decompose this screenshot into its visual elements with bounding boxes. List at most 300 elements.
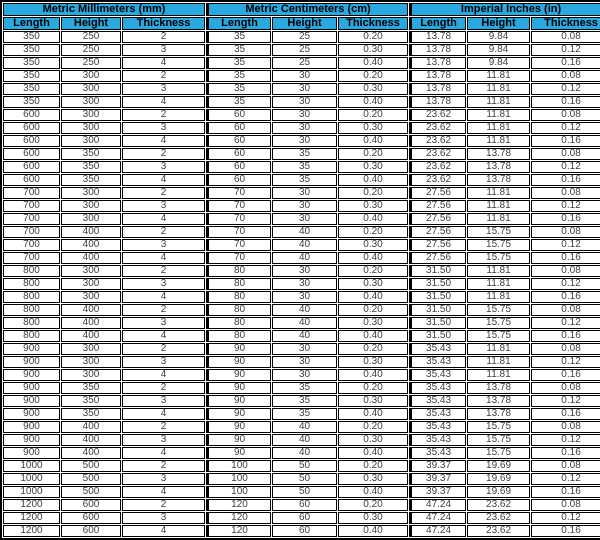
cell: 25: [272, 44, 337, 56]
cell: 13.78: [467, 382, 530, 394]
cell: 3: [122, 395, 205, 407]
cell: 0.16: [531, 252, 600, 264]
cell: 40: [272, 330, 337, 342]
cell: 350: [3, 57, 60, 69]
cell: 0.08: [531, 187, 600, 199]
cell: 0.20: [338, 382, 408, 394]
cell: 700: [3, 187, 60, 199]
cell: 400: [61, 226, 121, 238]
cell: 2: [122, 187, 205, 199]
cell: 60: [206, 161, 271, 173]
cell: 0.16: [531, 486, 600, 498]
cell: 47.24: [409, 499, 466, 511]
cell: 27.56: [409, 187, 466, 199]
cell: 0.08: [531, 70, 600, 82]
cell: 0.12: [531, 200, 600, 212]
cell: 40: [272, 434, 337, 446]
cell: 90: [206, 408, 271, 420]
table-row: [3, 486, 600, 498]
cell: 0.08: [531, 382, 600, 394]
cell: 0.30: [338, 473, 408, 485]
cell: 2: [122, 109, 205, 121]
cell: 0.40: [338, 96, 408, 108]
cell: 19.69: [467, 473, 530, 485]
group-header-metric-mm: Metric Millimeters (mm): [3, 3, 205, 16]
cell: 0.08: [531, 265, 600, 277]
cell: 2: [122, 460, 205, 472]
cell: 350: [3, 96, 60, 108]
cell: 3: [122, 200, 205, 212]
cell: 0.40: [338, 408, 408, 420]
cell: 0.40: [338, 525, 408, 537]
cell: 300: [61, 265, 121, 277]
cell: 120: [206, 499, 271, 511]
cell: 800: [3, 265, 60, 277]
cell: 0.12: [531, 395, 600, 407]
cell: 11.81: [467, 213, 530, 225]
cell: 13.78: [467, 148, 530, 160]
cell: 3: [122, 278, 205, 290]
col-header-mm-thickness: Thickness: [122, 17, 205, 30]
cell: 0.16: [531, 174, 600, 186]
cell: 60: [206, 174, 271, 186]
table-row: [3, 317, 600, 329]
cell: 0.08: [531, 109, 600, 121]
cell: 0.40: [338, 330, 408, 342]
table-row: [3, 291, 600, 303]
table-row: [3, 187, 600, 199]
cell: 900: [3, 356, 60, 368]
cell: 0.40: [338, 174, 408, 186]
cell: 31.50: [409, 330, 466, 342]
table-row: [3, 200, 600, 212]
table-row: [3, 83, 600, 95]
table-body: [3, 31, 600, 537]
cell: 600: [3, 161, 60, 173]
table-row: [3, 265, 600, 277]
cell: 27.56: [409, 213, 466, 225]
cell: 30: [272, 369, 337, 381]
cell: 100: [206, 460, 271, 472]
cell: 35: [272, 408, 337, 420]
cell: 35: [206, 31, 271, 43]
cell: 31.50: [409, 304, 466, 316]
cell: 30: [272, 356, 337, 368]
cell: 400: [61, 330, 121, 342]
col-header-cm-thickness: Thickness: [338, 17, 408, 30]
cell: 90: [206, 369, 271, 381]
cell: 15.75: [467, 304, 530, 316]
cell: 700: [3, 226, 60, 238]
cell: 2: [122, 70, 205, 82]
cell: 900: [3, 447, 60, 459]
cell: 40: [272, 421, 337, 433]
cell: 50: [272, 460, 337, 472]
cell: 60: [206, 109, 271, 121]
cell: 11.81: [467, 200, 530, 212]
cell: 800: [3, 278, 60, 290]
cell: 0.20: [338, 304, 408, 316]
cell: 0.12: [531, 512, 600, 524]
cell: 1200: [3, 499, 60, 511]
cell: 0.08: [531, 31, 600, 43]
cell: 0.40: [338, 57, 408, 69]
col-header-in-thickness: Thickness: [531, 17, 600, 30]
cell: 0.20: [338, 70, 408, 82]
cell: 0.30: [338, 278, 408, 290]
cell: 0.20: [338, 226, 408, 238]
cell: 30: [272, 291, 337, 303]
cell: 400: [61, 304, 121, 316]
cell: 15.75: [467, 447, 530, 459]
cell: 23.62: [467, 499, 530, 511]
cell: 3: [122, 44, 205, 56]
cell: 27.56: [409, 239, 466, 251]
cell: 900: [3, 382, 60, 394]
cell: 23.62: [409, 174, 466, 186]
cell: 30: [272, 109, 337, 121]
cell: 600: [3, 122, 60, 134]
cell: 0.30: [338, 356, 408, 368]
cell: 0.40: [338, 369, 408, 381]
table-row: [3, 174, 600, 186]
cell: 300: [61, 122, 121, 134]
cell: 0.40: [338, 291, 408, 303]
table-row: [3, 525, 600, 537]
cell: 23.62: [467, 525, 530, 537]
cell: 3: [122, 239, 205, 251]
table-row: [3, 70, 600, 82]
cell: 15.75: [467, 434, 530, 446]
table-row: [3, 512, 600, 524]
cell: 400: [61, 421, 121, 433]
cell: 40: [272, 447, 337, 459]
group-header-metric-cm: Metric Centimeters (cm): [206, 3, 408, 16]
table-row: [3, 408, 600, 420]
cell: 4: [122, 213, 205, 225]
cell: 30: [272, 213, 337, 225]
cell: 0.30: [338, 44, 408, 56]
cell: 11.81: [467, 83, 530, 95]
cell: 0.20: [338, 421, 408, 433]
cell: 2: [122, 421, 205, 433]
cell: 350: [3, 44, 60, 56]
cell: 400: [61, 317, 121, 329]
cell: 300: [61, 369, 121, 381]
cell: 60: [272, 499, 337, 511]
cell: 31.50: [409, 278, 466, 290]
cell: 0.16: [531, 135, 600, 147]
cell: 35.43: [409, 395, 466, 407]
cell: 300: [61, 96, 121, 108]
cell: 4: [122, 408, 205, 420]
cell: 350: [3, 70, 60, 82]
cell: 0.20: [338, 187, 408, 199]
cell: 0.12: [531, 473, 600, 485]
cell: 250: [61, 57, 121, 69]
cell: 1000: [3, 460, 60, 472]
cell: 23.62: [409, 135, 466, 147]
cell: 90: [206, 434, 271, 446]
cell: 3: [122, 356, 205, 368]
cell: 30: [272, 96, 337, 108]
cell: 35: [272, 382, 337, 394]
cell: 39.37: [409, 486, 466, 498]
cell: 31.50: [409, 291, 466, 303]
cell: 900: [3, 395, 60, 407]
cell: 0.16: [531, 213, 600, 225]
cell: 0.12: [531, 278, 600, 290]
table-row: [3, 122, 600, 134]
col-header-in-height: Height: [467, 17, 530, 30]
cell: 19.69: [467, 486, 530, 498]
cell: 35.43: [409, 447, 466, 459]
group-header-row: [3, 3, 600, 16]
cell: 90: [206, 421, 271, 433]
cell: 400: [61, 239, 121, 251]
cell: 35: [272, 174, 337, 186]
cell: 3: [122, 473, 205, 485]
cell: 600: [61, 512, 121, 524]
cell: 27.56: [409, 252, 466, 264]
cell: 4: [122, 447, 205, 459]
cell: 800: [3, 291, 60, 303]
cell: 4: [122, 57, 205, 69]
cell: 700: [3, 239, 60, 251]
cell: 0.30: [338, 317, 408, 329]
cell: 800: [3, 304, 60, 316]
cell: 27.56: [409, 226, 466, 238]
cell: 600: [3, 174, 60, 186]
col-header-mm-length: Length: [3, 17, 60, 30]
cell: 60: [206, 148, 271, 160]
cell: 70: [206, 239, 271, 251]
cell: 4: [122, 525, 205, 537]
cell: 100: [206, 473, 271, 485]
cell: 0.12: [531, 239, 600, 251]
cell: 11.81: [467, 265, 530, 277]
cell: 15.75: [467, 330, 530, 342]
cell: 3: [122, 512, 205, 524]
cell: 0.30: [338, 200, 408, 212]
cell: 80: [206, 330, 271, 342]
cell: 15.75: [467, 226, 530, 238]
cell: 300: [61, 291, 121, 303]
cell: 0.08: [531, 343, 600, 355]
cell: 35.43: [409, 434, 466, 446]
cell: 0.08: [531, 499, 600, 511]
cell: 30: [272, 343, 337, 355]
cell: 13.78: [467, 395, 530, 407]
table-row: [3, 382, 600, 394]
cell: 900: [3, 434, 60, 446]
cell: 13.78: [467, 174, 530, 186]
cell: 4: [122, 369, 205, 381]
cell: 70: [206, 226, 271, 238]
cell: 23.62: [409, 148, 466, 160]
cell: 0.12: [531, 83, 600, 95]
cell: 700: [3, 252, 60, 264]
cell: 35: [272, 148, 337, 160]
table-row: [3, 395, 600, 407]
cell: 90: [206, 395, 271, 407]
cell: 11.81: [467, 96, 530, 108]
cell: 350: [61, 408, 121, 420]
cell: 30: [272, 83, 337, 95]
cell: 350: [3, 31, 60, 43]
table-row: [3, 473, 600, 485]
cell: 600: [61, 525, 121, 537]
cell: 70: [206, 213, 271, 225]
cell: 250: [61, 44, 121, 56]
table-row: [3, 447, 600, 459]
table-row: [3, 161, 600, 173]
cell: 13.78: [409, 70, 466, 82]
cell: 25: [272, 57, 337, 69]
cell: 2: [122, 31, 205, 43]
cell: 100: [206, 486, 271, 498]
cell: 35: [206, 70, 271, 82]
cell: 90: [206, 356, 271, 368]
cell: 0.12: [531, 161, 600, 173]
cell: 0.20: [338, 31, 408, 43]
table-row: [3, 278, 600, 290]
table-row: [3, 31, 600, 43]
cell: 0.12: [531, 44, 600, 56]
cell: 1000: [3, 473, 60, 485]
cell: 600: [3, 148, 60, 160]
cell: 900: [3, 408, 60, 420]
cell: 500: [61, 460, 121, 472]
cell: 2: [122, 148, 205, 160]
table-row: [3, 44, 600, 56]
table-row: [3, 252, 600, 264]
cell: 400: [61, 252, 121, 264]
cell: 2: [122, 499, 205, 511]
table-row: [3, 499, 600, 511]
cell: 0.12: [531, 317, 600, 329]
cell: 120: [206, 525, 271, 537]
col-header-in-length: Length: [409, 17, 466, 30]
cell: 80: [206, 317, 271, 329]
cell: 0.08: [531, 460, 600, 472]
table-row: [3, 421, 600, 433]
cell: 35.43: [409, 382, 466, 394]
cell: 13.78: [409, 57, 466, 69]
cell: 300: [61, 70, 121, 82]
cell: 300: [61, 83, 121, 95]
table-header: [3, 3, 600, 30]
cell: 13.78: [409, 83, 466, 95]
cell: 60: [206, 135, 271, 147]
cell: 0.30: [338, 122, 408, 134]
cell: 2: [122, 343, 205, 355]
cell: 25: [272, 31, 337, 43]
cell: 0.20: [338, 460, 408, 472]
table-row: [3, 330, 600, 342]
cell: 0.40: [338, 447, 408, 459]
table-row: [3, 343, 600, 355]
cell: 0.30: [338, 83, 408, 95]
table-row: [3, 226, 600, 238]
cell: 60: [206, 122, 271, 134]
cell: 0.08: [531, 421, 600, 433]
cell: 0.30: [338, 395, 408, 407]
col-header-cm-height: Height: [272, 17, 337, 30]
cell: 13.78: [409, 96, 466, 108]
cell: 900: [3, 421, 60, 433]
table-row: [3, 148, 600, 160]
table-row: [3, 57, 600, 69]
cell: 90: [206, 447, 271, 459]
cell: 11.81: [467, 70, 530, 82]
cell: 120: [206, 512, 271, 524]
cell: 2: [122, 226, 205, 238]
cell: 35.43: [409, 408, 466, 420]
cell: 40: [272, 317, 337, 329]
column-header-row: [3, 17, 600, 30]
cell: 35: [206, 96, 271, 108]
cell: 35.43: [409, 369, 466, 381]
cell: 1200: [3, 512, 60, 524]
cell: 0.20: [338, 148, 408, 160]
cell: 600: [3, 135, 60, 147]
cell: 35: [206, 44, 271, 56]
cell: 40: [272, 304, 337, 316]
cell: 23.62: [409, 122, 466, 134]
cell: 700: [3, 213, 60, 225]
cell: 3: [122, 317, 205, 329]
cell: 350: [61, 174, 121, 186]
table-row: [3, 460, 600, 472]
cell: 0.08: [531, 304, 600, 316]
cell: 39.37: [409, 473, 466, 485]
cell: 11.81: [467, 356, 530, 368]
cell: 50: [272, 486, 337, 498]
cell: 4: [122, 330, 205, 342]
cell: 0.20: [338, 109, 408, 121]
cell: 300: [61, 109, 121, 121]
cell: 3: [122, 434, 205, 446]
cell: 4: [122, 96, 205, 108]
cell: 350: [61, 161, 121, 173]
table-row: [3, 96, 600, 108]
col-header-cm-length: Length: [206, 17, 271, 30]
cell: 0.16: [531, 57, 600, 69]
cell: 15.75: [467, 252, 530, 264]
cell: 300: [61, 200, 121, 212]
cell: 1200: [3, 525, 60, 537]
cell: 900: [3, 369, 60, 381]
cell: 39.37: [409, 460, 466, 472]
cell: 300: [61, 135, 121, 147]
cell: 0.30: [338, 239, 408, 251]
cell: 0.16: [531, 96, 600, 108]
cell: 30: [272, 122, 337, 134]
cell: 250: [61, 31, 121, 43]
cell: 40: [272, 226, 337, 238]
table-row: [3, 304, 600, 316]
cell: 0.20: [338, 343, 408, 355]
cell: 900: [3, 343, 60, 355]
cell: 15.75: [467, 317, 530, 329]
cell: 47.24: [409, 525, 466, 537]
cell: 60: [272, 512, 337, 524]
cell: 30: [272, 265, 337, 277]
table-row: [3, 109, 600, 121]
cell: 11.81: [467, 278, 530, 290]
cell: 2: [122, 265, 205, 277]
